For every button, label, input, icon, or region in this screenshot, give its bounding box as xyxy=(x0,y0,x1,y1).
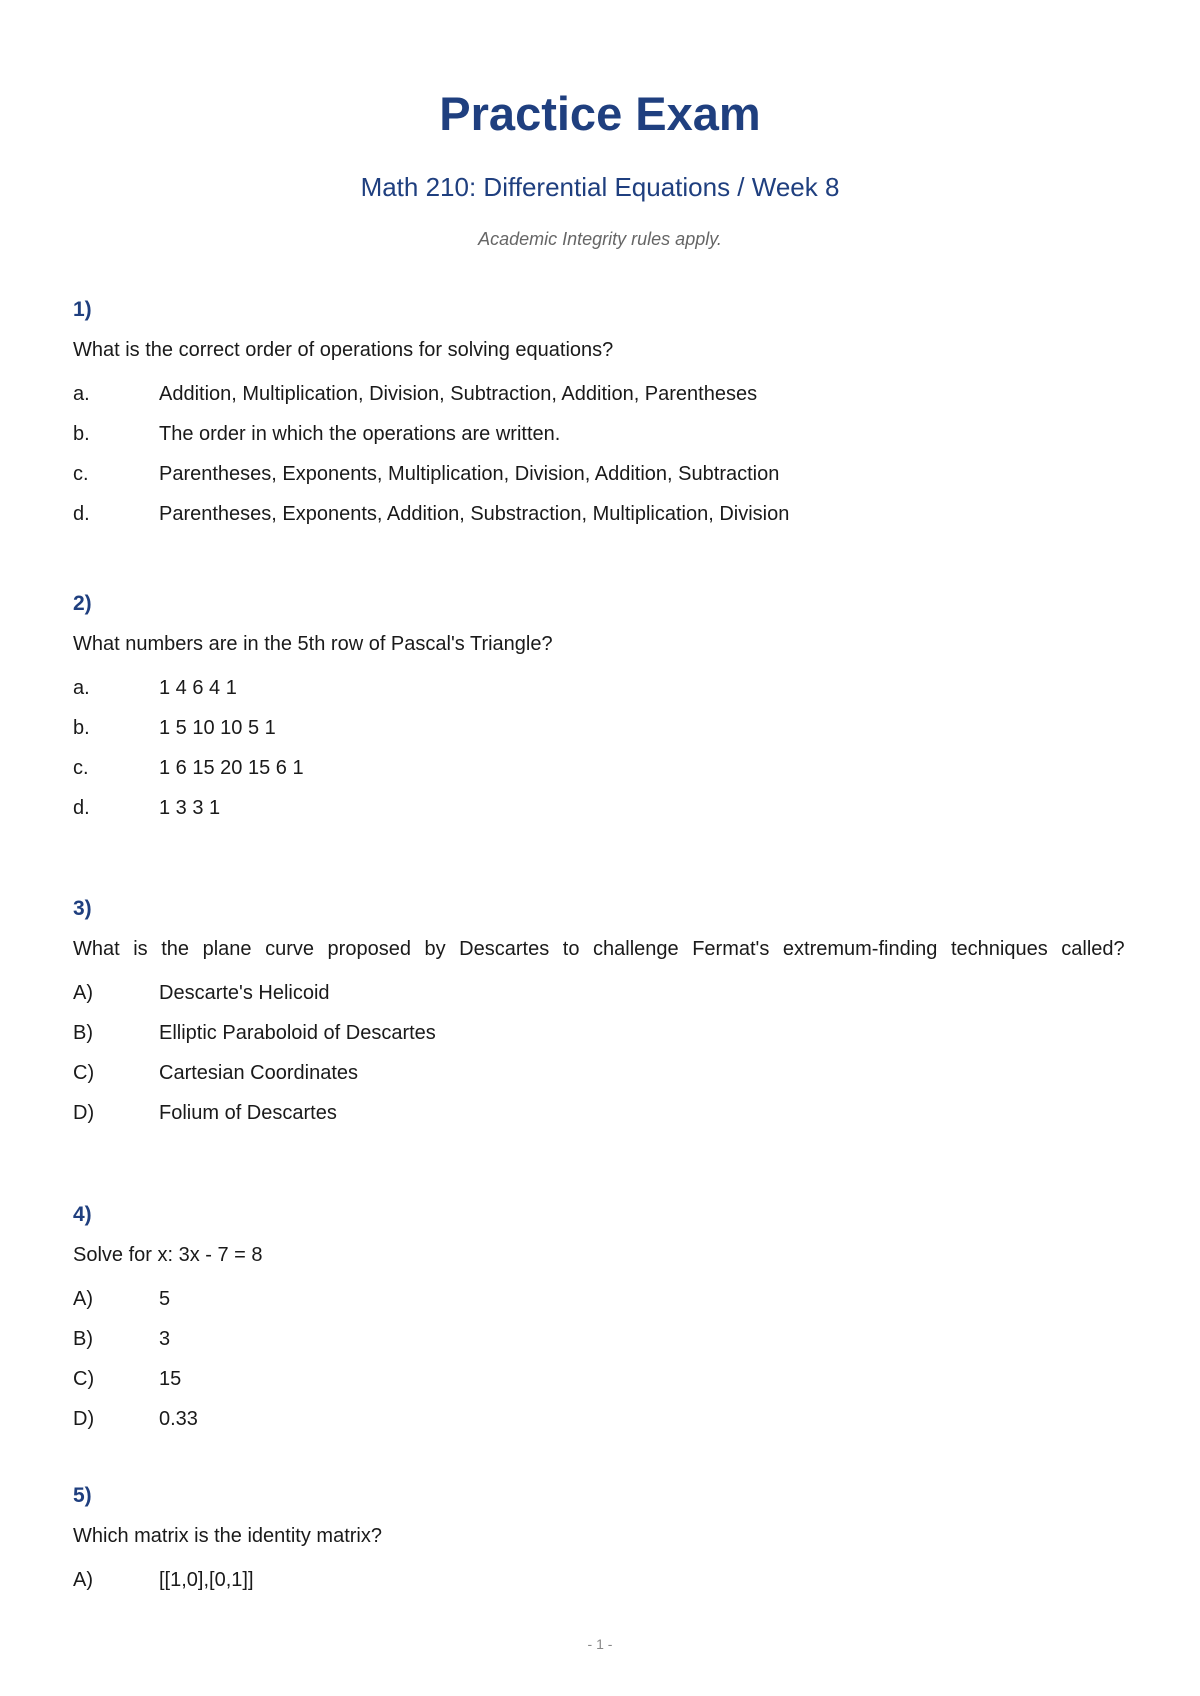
option-text: Addition, Multiplication, Division, Subtraction, Addition, Parentheses xyxy=(159,383,758,405)
question-number: 2) xyxy=(73,592,92,615)
answer-option xyxy=(73,708,1128,748)
option-text: 1 3 3 1 xyxy=(159,797,221,819)
option-text: 3 xyxy=(159,1328,171,1350)
answer-option xyxy=(73,973,1128,1013)
question-number: 3) xyxy=(73,897,92,920)
option-text: 5 xyxy=(159,1288,171,1310)
option-label: a. xyxy=(73,383,90,405)
integrity-notice: Academic Integrity rules apply. xyxy=(478,229,722,249)
answer-option xyxy=(73,454,1128,494)
question-number: 4) xyxy=(73,1203,92,1226)
option-label: c. xyxy=(73,757,89,779)
option-label: D) xyxy=(73,1408,95,1430)
option-label: A) xyxy=(73,1569,93,1591)
answer-option xyxy=(73,1093,1128,1133)
option-label: b. xyxy=(73,717,90,739)
question-2 xyxy=(73,590,1128,828)
question-text: Solve for x: 3x - 7 = 8 xyxy=(73,1244,263,1266)
answer-option xyxy=(73,1399,1128,1439)
answer-option xyxy=(73,668,1128,708)
option-text: Parentheses, Exponents, Addition, Substraction, Multiplication, Division xyxy=(159,503,790,525)
answer-option xyxy=(73,748,1128,788)
option-label: B) xyxy=(73,1328,93,1350)
question-text: What numbers are in the 5th row of Pascal's Triangle? xyxy=(73,633,553,655)
question-5 xyxy=(73,1482,1128,1600)
option-text: 1 4 6 4 1 xyxy=(159,677,237,699)
option-text: 1 5 10 10 5 1 xyxy=(159,717,276,739)
option-text: Parentheses, Exponents, Multiplication, Division, Addition, Subtraction xyxy=(159,463,780,485)
option-label: c. xyxy=(73,463,89,485)
option-label: A) xyxy=(73,982,93,1004)
option-label: d. xyxy=(73,503,90,525)
option-label: B) xyxy=(73,1022,93,1044)
option-text: 1 6 15 20 15 6 1 xyxy=(159,757,304,779)
question-number: 1) xyxy=(73,298,92,321)
option-label: A) xyxy=(73,1288,93,1310)
question-4 xyxy=(73,1201,1128,1439)
option-label: d. xyxy=(73,797,90,819)
option-text: Descarte's Helicoid xyxy=(159,982,330,1004)
option-label: D) xyxy=(73,1102,95,1124)
option-label: b. xyxy=(73,423,90,445)
option-text: Folium of Descartes xyxy=(159,1102,337,1124)
question-1 xyxy=(73,296,1128,534)
option-text: The order in which the operations are written. xyxy=(159,423,561,445)
option-text: Cartesian Coordinates xyxy=(159,1062,358,1084)
question-text: What is the plane curve proposed by Descartes to challenge Fermat's extremum-finding techniques called? xyxy=(73,938,1125,960)
option-text: 15 xyxy=(159,1368,182,1390)
answer-option xyxy=(73,374,1128,414)
answer-option xyxy=(73,1013,1128,1053)
option-text: 0.33 xyxy=(159,1408,198,1430)
question-3 xyxy=(73,895,1128,1133)
answer-option xyxy=(73,1560,1128,1600)
question-text: What is the correct order of operations for solving equations? xyxy=(73,339,614,361)
option-label: a. xyxy=(73,677,90,699)
option-text: [[1,0],[0,1]] xyxy=(159,1569,254,1591)
answer-option xyxy=(73,788,1128,828)
answer-option xyxy=(73,414,1128,454)
answer-option xyxy=(73,494,1128,534)
exam-title: Practice Exam xyxy=(439,87,761,140)
option-label: C) xyxy=(73,1062,95,1084)
answer-option xyxy=(73,1053,1128,1093)
question-number: 5) xyxy=(73,1484,92,1507)
page-number: - 1 - xyxy=(587,1636,613,1652)
question-text: Which matrix is the identity matrix? xyxy=(73,1525,382,1547)
answer-option xyxy=(73,1319,1128,1359)
option-text: Elliptic Paraboloid of Descartes xyxy=(159,1022,436,1044)
option-label: C) xyxy=(73,1368,95,1390)
answer-option xyxy=(73,1359,1128,1399)
answer-option xyxy=(73,1279,1128,1319)
course-subtitle: Math 210: Differential Equations / Week 8 xyxy=(360,172,840,202)
